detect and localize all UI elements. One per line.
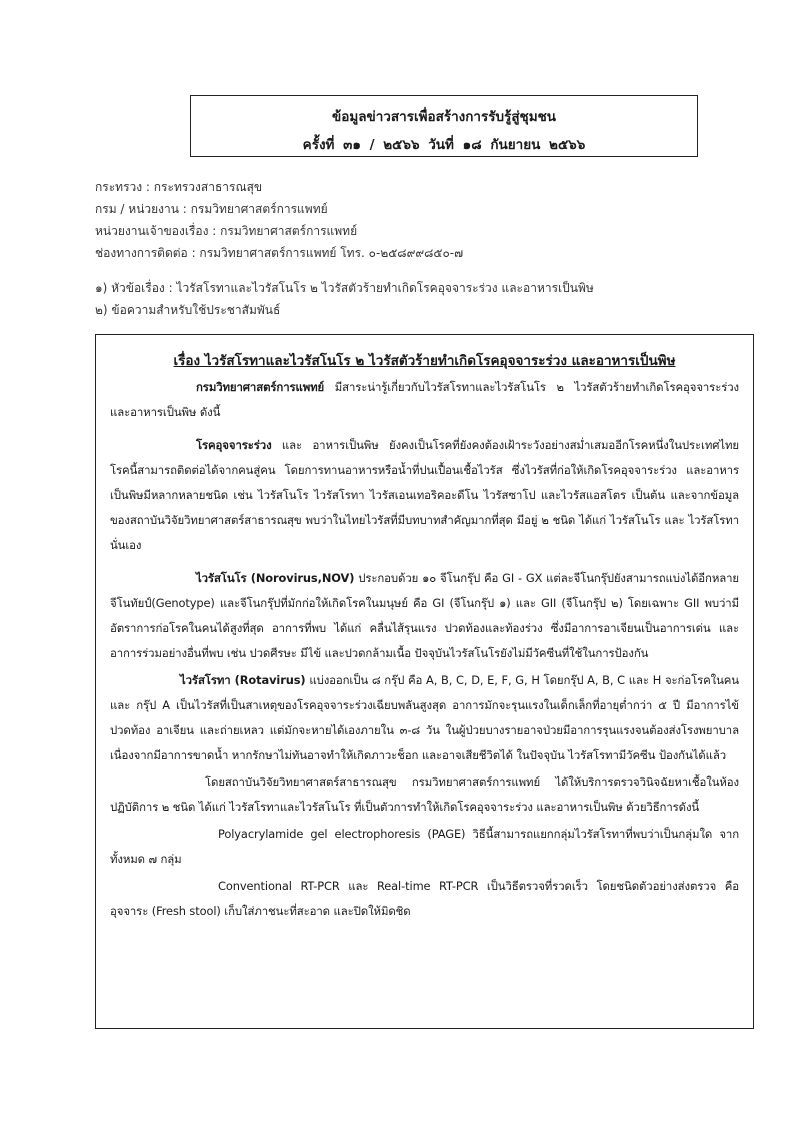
paragraph-diarrhea: [110, 433, 739, 558]
paragraph-norovirus-text: ประกอบด้วย ๑๐ จีโนกรุ๊ป คือ GI - GX แต่ละจีโนกรุ๊ปยังสามารถแบ่งได้อีกหลายจีโนทัยป์(Genotype) และจีโนกรุ๊ปที่มักก่อให้เกิดโรคในมนุษย์ คือ GI (จีโนกรุ๊ป ๑) และ GII (จีโนกรุ๊ป ๒) โดยเฉพาะ GII พบว่ามีอัตราการก่อโรคในคนได้สูงที่สุด อาการที่พบ ได้แก่ คลื่นไส้รุนแรง ปวดท้องและท้องร่วง ซึ่งมีอาการอาเจียนเป็นอาการเด่น และอาการร่วมอย่างอื่นที่พบ เช่น ปวดศีรษะ มีไข้ และปวดกล้ามเนื้อ ปัจจุบันไวรัสโนโรยังไม่มีวัคซีนที่ใช้ในการป้องกัน: [110, 571, 739, 660]
paragraph-intro: [110, 375, 739, 425]
paragraph-rotavirus-text: แบ่งออกเป็น ๘ กรุ๊ป คือ A, B, C, D, E, F, G, H โดยกรุ๊ป A, B, C และ H จะก่อโรคในคน และ กรุ๊ป A เป็นไวรัสที่เป็นสาเหตุของโรคอุจจาระร่วงเฉียบพลันสูงสุด อาการมักจะรุนแรงในเด็กเล็กที่อายุต่ำกว่า ๕ ปี มีอาการไข้ ปวดท้อง อาเจียน และถ่ายเหลว แต่มักจะหายได้เองภายใน ๓-๘ วัน ในผู้ป่วยบางรายอาจป่วยมีอาการรุนแรงจนต้องส่งโรงพยาบาล เนื่องจากมีอาการขาดน้ำ หากรักษาไม่ทันอาจทำให้เกิดภาวะช็อก และอาจเสียชีวิตได้ ในปัจจุบัน ไวรัสโรทามีวัคซีน ป้องกันได้แล้ว: [110, 673, 739, 762]
article-box: [95, 334, 754, 1029]
header-title: ข้อมูลข่าวสารเพื่อสร้างการรับรู้สู่ชุมชน: [331, 109, 557, 125]
paragraph-intro-bold: กรมวิทยาศาสตร์การแพทย์: [196, 380, 325, 394]
paragraph-rotavirus-bold: ไวรัสโรทา (Rotavirus): [180, 673, 306, 687]
header-issue-line: ครั้งที่ ๓๑ / ๒๕๖๖ วันที่ ๑๘ กันยายน ๒๕๖๖: [302, 137, 586, 153]
meta-owner: หน่วยงานเจ้าของเรื่อง : กรมวิทยาศาสตร์การแพทย์: [95, 224, 358, 238]
meta-ministry: กระทรวง : กระทรวงสาธารณสุข: [95, 180, 263, 194]
paragraph-rotavirus: [110, 668, 739, 768]
paragraph-page-method: Polyacrylamide gel electrophoresis (PAGE) วิธีนี้สามารถแยกกลุ่มไวรัสโรทาที่พบว่าเป็นกลุ่มใด จากทั้งหมด ๗ กลุ่ม: [110, 827, 739, 866]
paragraph-diarrhea-bold: โรคอุจจาระร่วง: [196, 438, 272, 452]
paragraph-diarrhea-text: และ อาหารเป็นพิษ ยังคงเป็นโรคที่ยังคงต้องเฝ้าระวังอย่างสม่ำเสมออีกโรคหนึ่งในประเทศไทย โรคนี้สามารถติดต่อได้จากคนสู่คน โดยการทานอาหารหรือน้ำที่ปนเปื้อนเชื้อไวรัส ซึ่งไวรัสที่ก่อให้เกิดโรคอุจจาระร่วง และอาหารเป็นพิษมีหลากหลายชนิด เช่น ไวรัสโนโร ไวรัสโรทา ไวรัสเอนเทอริคอะดีโน ไวรัสซาโป และไวรัสแอสโตร เป็นต้น และจากข้อมูลของสถาบันวิจัยวิทยาศาสตร์สาธารณสุข พบว่าในไทยไวรัสที่มีบทบาทสำคัญมากที่สุด มีอยู่ ๒ ชนิด ได้แก่ ไวรัสโนโร และ ไวรัสโรทา นั่นเอง: [110, 438, 739, 552]
paragraph-intro-text: มีสาระน่ารู้เกี่ยวกับไวรัสโรทาและไวรัสโนโร ๒ ไวรัสตัวร้ายทำเกิดโรคอุจจาระร่วง และอาหารเป็นพิษ ดังนี้: [110, 380, 739, 419]
header-box: [190, 95, 698, 157]
topics-block: [95, 277, 594, 321]
paragraph-lab-service: โดยสถาบันวิจัยวิทยาศาสตร์สาธารณสุข กรมวิทยาศาสตร์การแพทย์ ได้ให้บริการตรวจวินิจฉัยหาเชื้อในห้องปฏิบัติการ ๒ ชนิด ได้แก่ ไวรัสโรทาและไวรัสโนโร ที่เป็นตัวการทำให้เกิดโรคอุจจาระร่วง และอาหารเป็นพิษ ด้วยวิธีการดังนี้: [110, 775, 739, 814]
paragraph-norovirus-bold: ไวรัสโนโร (Norovirus,NOV): [196, 571, 355, 585]
meta-department: กรม / หน่วยงาน : กรมวิทยาศาสตร์การแพทย์: [95, 202, 328, 216]
paragraph-norovirus: [110, 566, 739, 666]
topic-1: ๑) หัวข้อเรื่อง : ไวรัสโรทาและไวรัสโนโร ๒ ไวรัสตัวร้ายทำเกิดโรคอุจจาระร่วง และอาหารเป็นพิษ: [95, 281, 594, 295]
paragraph-pcr-method: Conventional RT-PCR และ Real-time RT-PCR เป็นวิธีตรวจที่รวดเร็ว โดยชนิดตัวอย่างส่งตรวจ คือ อุจจาระ (Fresh stool) เก็บใส่ภาชนะที่สะอาด และปิดให้มิดชิด: [110, 879, 739, 918]
meta-block: [95, 176, 463, 264]
meta-contact: ช่องทางการติดต่อ : กรมวิทยาศาสตร์การแพทย์ โทร. ๐-๒๕๘๙๙๘๕๐-๗: [95, 246, 464, 260]
topic-2: ๒) ข้อความสำหรับใช้ประชาสัมพันธ์: [95, 303, 281, 317]
article-title: เรื่อง ไวรัสโรทาและไวรัสโนโร ๒ ไวรัสตัวร้ายทำเกิดโรคอุจจาระร่วง และอาหารเป็นพิษ: [173, 353, 676, 369]
